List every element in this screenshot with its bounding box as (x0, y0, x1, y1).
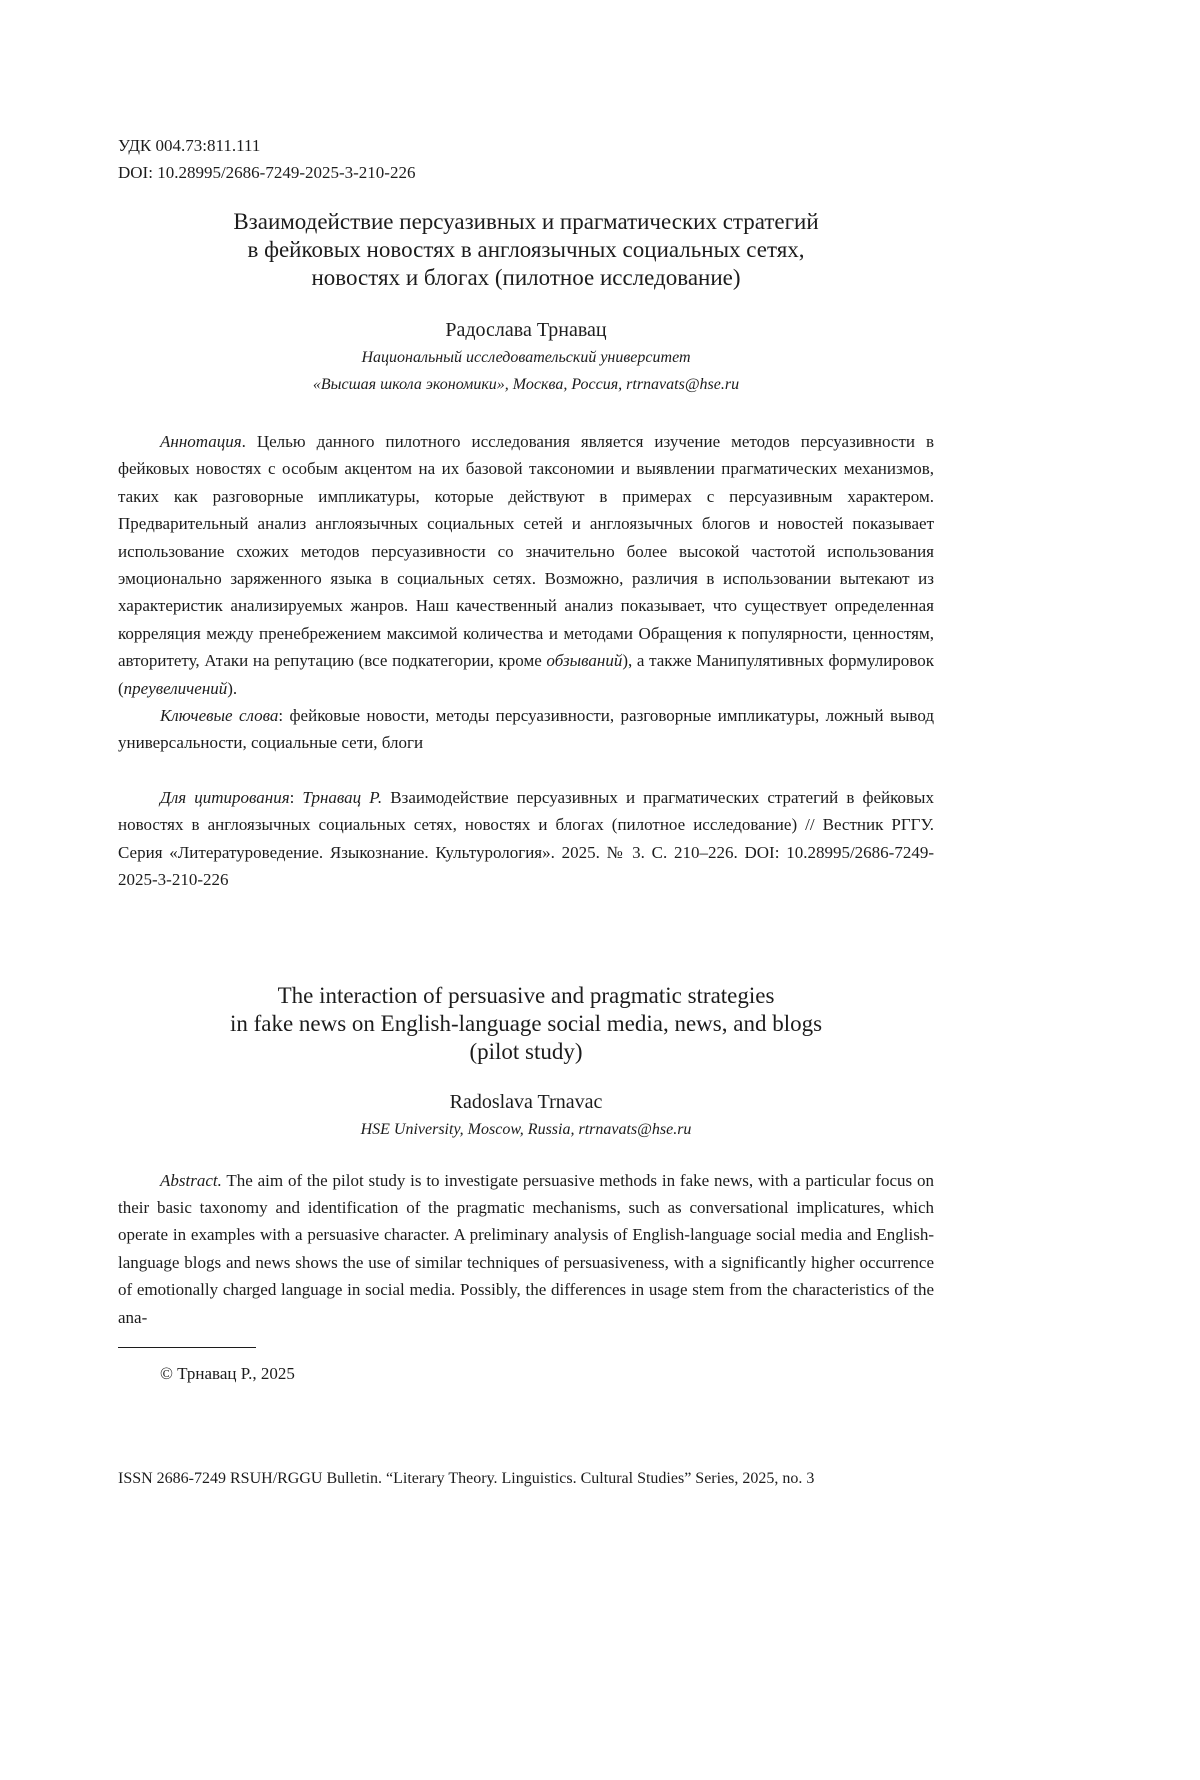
udk-code: УДК 004.73:811.111 (118, 136, 261, 155)
abstract-ru-emphasis: преувеличений (123, 678, 228, 698)
abstract-en-label: Abstract. (160, 1170, 222, 1190)
keywords-ru-label: Ключевые слова (160, 706, 279, 726)
title-en-line: The interaction of persuasive and pragmatic strategies (277, 982, 775, 1008)
page-body (118, 132, 934, 1386)
citation-ru-author: Трнавац Р. (302, 787, 383, 807)
title-ru-line: в фейковых новостях в англоязычных социальных сетях, (247, 237, 805, 262)
affiliation-en: HSE University, Moscow, Russia, rtrnavats@hse.ru (360, 1120, 692, 1138)
affiliation-ru-line: Национальный исследовательский университет (361, 349, 691, 366)
title-ru-line: Взаимодействие персуазивных и прагматических стратегий (233, 209, 819, 234)
doi: DOI: 10.28995/2686-7249-2025-3-210-226 (118, 163, 416, 182)
abstract-ru-text: ), а также Манипулятивных формулировок ( (118, 651, 934, 698)
keywords-ru (118, 702, 934, 757)
title-ru (118, 208, 934, 292)
abstract-ru-label: Аннотация (160, 432, 242, 451)
title-ru-line: новостях и блогах (пилотное исследование) (311, 265, 741, 290)
abstract-ru-text: ). (227, 678, 238, 698)
abstract-ru-emphasis: обзываний (546, 651, 623, 671)
citation-ru (118, 784, 934, 894)
footnote-rule (118, 1347, 256, 1348)
keywords-ru-text: : фейковые новости, методы персуазивности, разговорные импликатуры, ложный вывод универсальности, социальные сети, блоги (118, 706, 934, 753)
author-ru: Радослава Трнавац (445, 319, 607, 341)
author-en: Radoslava Trnavac (449, 1090, 603, 1113)
citation-ru-text: Взаимодействие персуазивных и прагматических стратегий в фейковых новостях в англоязычных социальных сетях, новостях и блогах (пилотное исследование) // Вестник РГГУ. Серия «Литературоведение. Языкознание. Культурология». 2025. № 3. С. 210–226. DOI: 10.28995/2686-7249-2025-3-210-226 (118, 787, 934, 890)
affiliation-ru-line: «Высшая школа экономики», Москва, Россия, rtrnavats@hse.ru (312, 376, 740, 393)
title-en-line: (pilot study) (469, 1038, 583, 1064)
journal-footer: ISSN 2686-7249 RSUH/RGGU Bulletin. “Literary Theory. Linguistics. Cultural Studies” Series, 2025, no. 3 (118, 1470, 815, 1487)
abstract-en (118, 1167, 934, 1331)
citation-ru-colon: : (289, 787, 303, 807)
affiliation-ru (118, 344, 934, 398)
abstract-en-text: The aim of the pilot study is to investigate persuasive methods in fake news, with a particular focus on their basic taxonomy and identification of the pragmatic mechanisms, such as conversational implicatures, which operate in examples with a persuasive character. A preliminary analysis of English-language social media and English-language blogs and news shows the use of similar techniques of persuasiveness, with a significantly higher occurrence of emotionally charged language in social media. Possibly, the differences in usage stem from the characteristics of the ana- (118, 1170, 934, 1327)
article-meta (118, 132, 934, 186)
title-en-line: in fake news on English-language social media, news, and blogs (229, 1010, 823, 1036)
abstract-ru-text: . Целью данного пилотного исследования является изучение методов персуазивности в фейковых новостях с особым акцентом на их базовой таксономии и выявлении прагматических механизмов, таких как разговорные импликатуры, которые действуют в примерах с персуазивным характером. Предварительный анализ англоязычных социальных сетей и англоязычных блогов и новостей показывает использование схожих методов персуазивности со значительно более высокой частотой использования эмоционально заряженного языка в социальных сетях. Возможно, различия в использовании вытекают из характеристик анализируемых жанров. Наш качественный анализ показывает, что существует определенная корреляция между пренебрежением максимой количества и методами Обращения к популярности, ценностям, авторитету, Атаки на репутацию (все подкатегории, кроме (118, 432, 934, 671)
citation-ru-label: Для цитирования (160, 787, 290, 807)
abstract-ru (118, 428, 934, 702)
copyright-note: © Трнавац Р., 2025 (160, 1363, 295, 1383)
title-en (118, 982, 934, 1066)
